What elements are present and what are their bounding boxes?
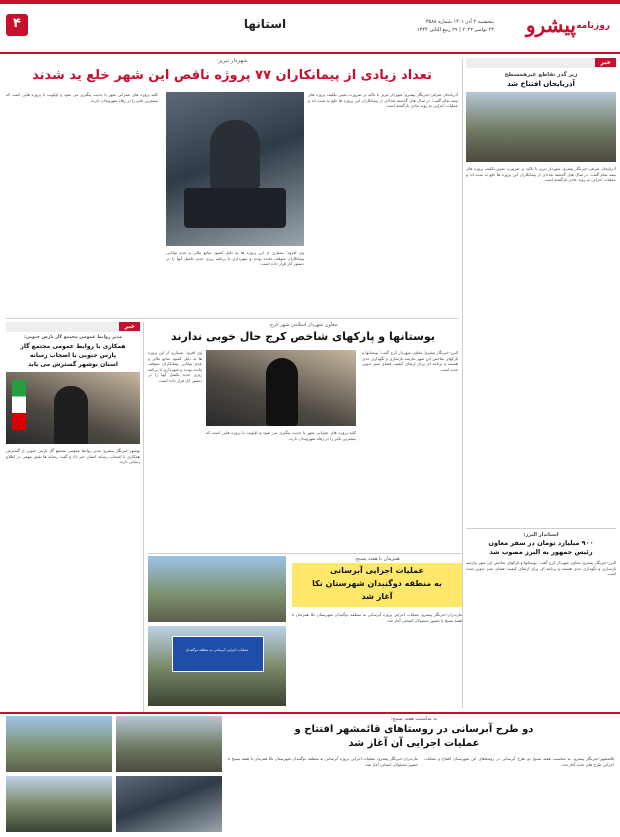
right-story1-body: آذربایجان شرقی-خبرنگار پیشرو: شهردار تبریز با تاکید بر ضرورت تعیین تکلیف پروژه های نیمه تمام گفت: در سال های گذشته تعدادی از پیمانکاران این پروژه ها خلع ید شده اند و عملیات اجرایی به روند عادی بازگشته است. (466, 166, 616, 183)
bottom-headline-2: عملیات اجرایی آن آغاز شد (348, 738, 480, 749)
news-chip-label: خبر (595, 58, 616, 67)
karaj-kicker: معاون شهردار اسلامی شهر کرج: (268, 322, 338, 328)
right-divider (466, 528, 616, 529)
left-headline-2: پارس جنوبی با اصحاب رسانه (30, 352, 116, 359)
lead-story (6, 58, 458, 316)
bottom-photo-4 (116, 776, 222, 832)
logo (510, 12, 610, 42)
left-body: بوشهر-خبرنگار پیشرو: مدیر روابط عمومی مجتمع گاز پارس جنوبی از گسترش همکاری با اصحاب رسانه استان خبر داد و گفت رسانه ها نقش مهمی در اطلاع رسانی دارند. (6, 448, 140, 465)
right-story2-body: البرز-خبرنگار پیشرو: معاون شهردار کرج گفت: بوستانها و پارکهای شاخص این شهر نیازمند بازسازی و نگهداری جدی هستند و برنامه ای برای ارتقای کیفیت فضای سبز تدوین شده است. (466, 560, 616, 577)
masthead-rule (0, 52, 620, 54)
bottom-story-rule (0, 712, 620, 714)
bottom-headline-1: دو طرح آبرسانی در روستاهای قائمشهر افتتاح و (294, 724, 534, 735)
nika-story (148, 556, 462, 708)
nika-headline-2: به منطقه دوگنبدان شهرستان نکا (312, 579, 442, 588)
bottom-photo-1 (6, 716, 112, 772)
lead-photo-press-conference (166, 92, 304, 246)
bottom-body-middle: مازندران-خبرنگار پیشرو: عملیات اجرایی پروژه آبرسانی به منطقه دوگنبدان شهرستان نکا همزمان با هفته بسیج با حضور مسئولان استانی آغاز شد. (228, 756, 418, 767)
section-title: استانها (243, 17, 287, 31)
nika-headline-1: عملیات اجرایی آبرسانی (330, 566, 424, 575)
nika-kicker: همزمان با هفته بسیج: (354, 556, 400, 562)
nika-photo-ceremony (148, 556, 286, 622)
lead-body-left: کلیه پروژه های عمرانی شهر با جدیت پیگیری می شود و اولویت با پروژه هایی است که بیشترین تاثیر را در رفاه شهروندان دارند. (6, 92, 158, 103)
date-line-2: ۲۴ نوامبر ۲۰۲۲ | ۲۹ ربیع الثانی ۱۴۴۴ (417, 27, 494, 33)
bottom-body-right: قائمشهر-خبرنگار پیشرو: به مناسبت هفته بسیج دو طرح آبرسانی در روستاهای این شهرستان افتتاح و عملیات اجرایی طرح های جدید آغاز شد. (424, 756, 614, 767)
right-story2-title-2: رئیس جمهور به البرز مصوب شد (489, 548, 593, 556)
karaj-headline: بوستانها و پارکهای شاخص کرج حال خوبی ندارند (171, 330, 435, 343)
left-headline-1: همکاری با روابط عمومی مجتمع گاز (20, 343, 126, 350)
karaj-body-left: وی افزود: بسیاری از این پروژه ها به دلیل کمبود منابع مالی و عدم توانایی پیمانکاران متوقف مانده بودند و شهرداری با برنامه ریزی جدید تکمیل آنها را در دستور کار قرار داده است. (148, 350, 202, 383)
right-story1-title: آذربایجان افتتاح شد (507, 80, 575, 88)
left-column (6, 322, 140, 712)
nika-headline-3: آغاز شد (361, 592, 393, 601)
lead-photo-caption-text: وی افزود: بسیاری از این پروژه ها به دلیل کمبود منابع مالی و عدم توانایی پیمانکاران متوقف مانده بودند و شهرداری با برنامه ریزی جدید تکمیل آنها را در دستور کار قرار داده است. (166, 250, 304, 267)
masthead (0, 4, 620, 50)
karaj-body-middle: کلیه پروژه های عمرانی شهر با جدیت پیگیری می شود و اولویت با پروژه هایی است که بیشترین تاثیر را در رفاه شهروندان دارند. (206, 430, 356, 441)
nika-body: مازندران-خبرنگار پیشرو: عملیات اجرایی پروژه آبرسانی به منطقه دوگنبدان شهرستان نکا همزمان با هفته بسیج با حضور مسئولان استانی آغاز شد. (292, 612, 462, 623)
date-block (324, 18, 494, 34)
right-story1-photo (466, 92, 616, 162)
lead-kicker: شهردار تبریز: (216, 58, 248, 64)
left-headline-3: استان بوشهر گسترش می یابد (28, 361, 118, 368)
microphone-cluster (184, 188, 286, 228)
speaker-figure (210, 120, 260, 190)
page-number: ۴ (13, 16, 21, 31)
news-chip-right (466, 58, 616, 68)
logo-text: پیشرو (525, 13, 576, 37)
left-photo-speaker (6, 372, 140, 444)
bottom-kicker: به مناسبت هفته بسیج: (390, 716, 438, 722)
lead-bottom-rule (6, 318, 458, 319)
left-column-rule (143, 322, 144, 712)
bottom-story (6, 716, 614, 834)
speaker-at-podium (54, 386, 88, 444)
left-chip-label: خبر (119, 322, 140, 331)
bottom-photo-3 (6, 776, 112, 832)
official-figure (266, 358, 298, 426)
lead-body-right: آذربایجان شرقی-خبرنگار پیشرو: شهردار تبریز با تاکید بر ضرورت تعیین تکلیف پروژه های نیمه تمام گفت: در سال های گذشته تعدادی از پیمانکاران این پروژه ها خلع ید شده اند و عملیات اجرایی به روند عادی بازگشته است. (308, 92, 458, 109)
karaj-bottom-rule (148, 553, 462, 554)
bottom-photo-2 (116, 716, 222, 772)
left-kicker: مدیر روابط عمومی مجتمع گاز پارس جنوبی: (24, 335, 122, 340)
karaj-photo-official (206, 350, 356, 426)
date-line-1: پنجشنبه ۲ آذر ۱۴۰۱ شماره ۳۵۸۸ (425, 19, 494, 25)
right-story2-title-1: ۹۰۰ میلیارد تومان در سفر معاون (488, 539, 594, 547)
right-story1-kicker: زیر گذر تقاطع غیرهمسطح (504, 72, 578, 78)
logo-prefix: روزنامه (576, 21, 610, 31)
lead-headline: تعداد زیادی از پیمانکاران ۷۷ پروژه ناقص این شهر خلع ید شدند (32, 68, 432, 83)
project-sign-text: عملیات اجرایی آبرسانی به منطقه دوگنبدان (185, 648, 249, 652)
left-chip-bar (6, 322, 140, 332)
karaj-story (148, 322, 458, 550)
flag-left (12, 380, 26, 430)
right-column-rule (462, 58, 463, 708)
project-sign-board (172, 636, 264, 672)
right-story2-kicker: استاندار البرز: (523, 532, 559, 538)
karaj-body-right: البرز-خبرنگار پیشرو: معاون شهردار کرج گفت: بوستانها و پارکهای شاخص این شهر نیازمند بازسازی و نگهداری جدی هستند و برنامه ای برای ارتقای کیفیت فضای سبز تدوین شده است. (362, 350, 458, 372)
nika-photo-sign (148, 626, 286, 706)
